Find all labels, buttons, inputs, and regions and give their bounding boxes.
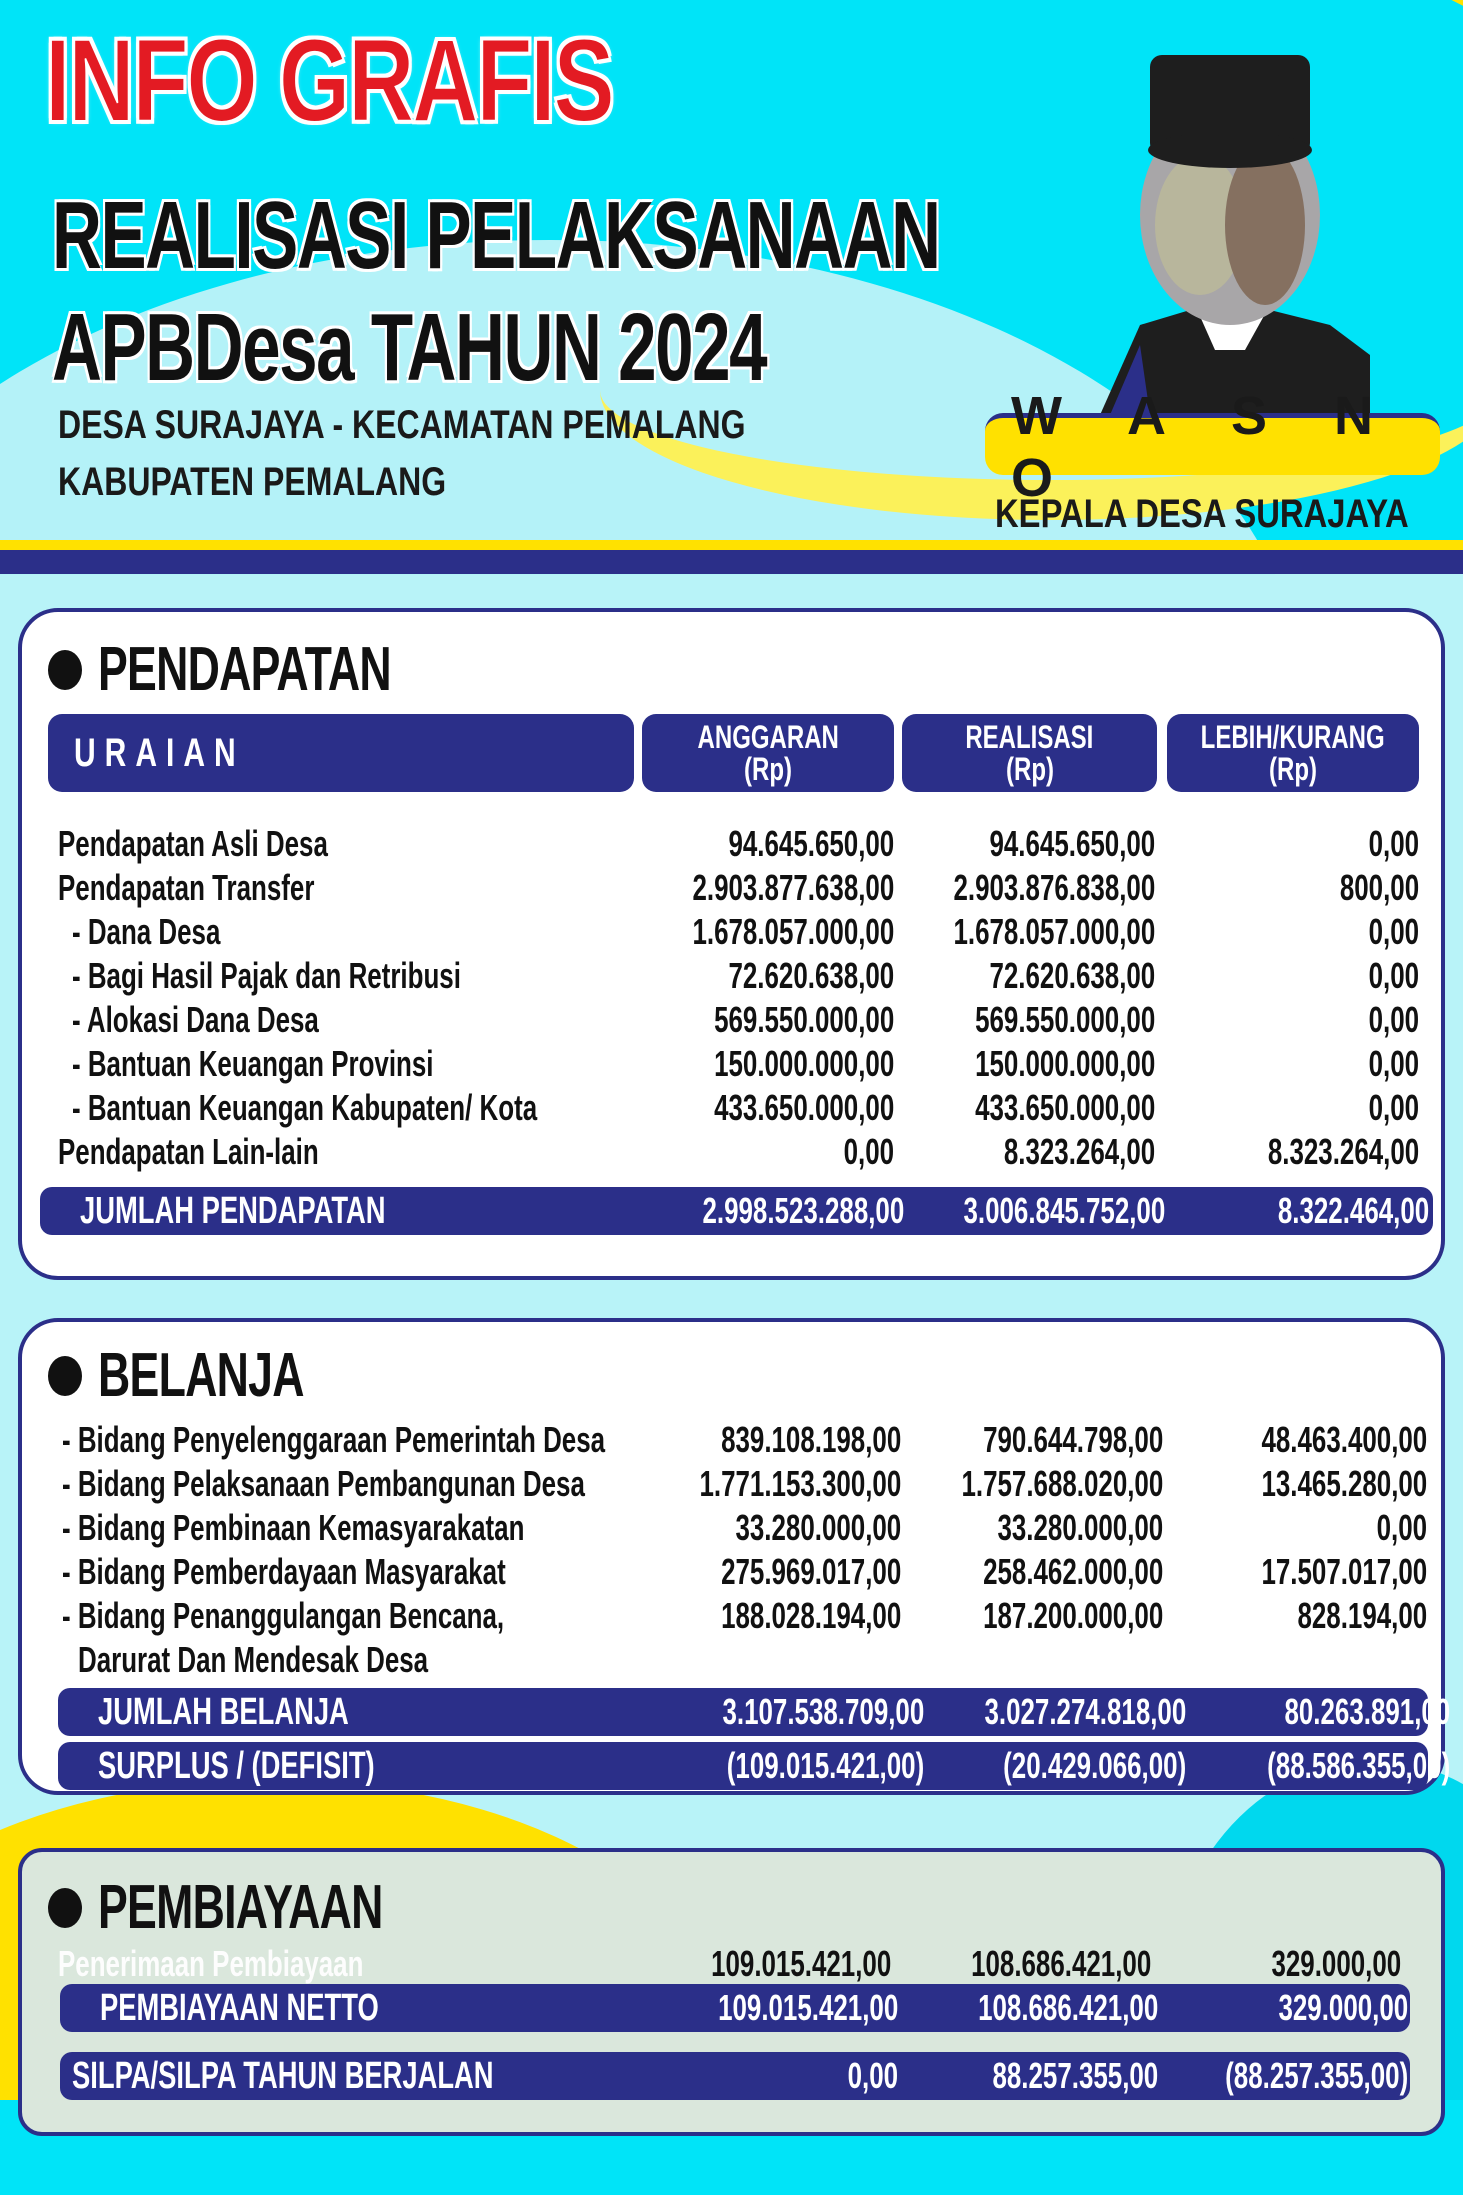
section-title: PEMBIAYAAN	[98, 1873, 383, 1942]
col-header-lebih-kurang: LEBIH/KURANG (Rp)	[1167, 714, 1419, 792]
belanja-card	[18, 1318, 1450, 1795]
pendapatan-card	[18, 608, 1445, 1280]
divider-yellow	[0, 540, 1463, 550]
table-row: - Bidang Pelaksanaan Pembangunan Desa 1.771.153.300,00 1.757.688.020,00 13.465.280,00	[62, 1463, 1427, 1504]
table-row: Pendapatan Asli Desa 94.645.650,00 94.645.650,00 0,00	[58, 823, 1419, 864]
bullet-icon	[48, 650, 82, 690]
section-heading	[48, 634, 505, 705]
page-title: INFO GRAFIS	[45, 15, 613, 147]
section-title: BELANJA	[98, 1341, 304, 1410]
table-row: - Bidang Pembinaan Kemasyarakatan 33.280.000,00 33.280.000,00 0,00	[62, 1507, 1427, 1548]
table-row-continuation: Darurat Dan Mendesak Desa	[78, 1639, 429, 1680]
table-row: - Bagi Hasil Pajak dan Retribusi 72.620.638,00 72.620.638,00 0,00	[72, 955, 1419, 996]
col-header-anggaran: ANGGARAN (Rp)	[642, 714, 894, 792]
table-row: - Bantuan Keuangan Provinsi 150.000.000,00 150.000.000,00 0,00	[72, 1043, 1419, 1084]
table-row: - Bidang Pemberdayaan Masyarakat 275.969.017,00 258.462.000,00 17.507.017,00	[62, 1551, 1427, 1592]
name-plate	[985, 385, 1440, 508]
pembiayaan-card	[18, 1848, 1445, 2136]
silpa-row: SILPA/SILPA TAHUN BERJALAN 0,00 88.257.355,00 (88.257.355,00)	[60, 2052, 1410, 2100]
col-header-realisasi: REALISASI (Rp)	[902, 714, 1157, 792]
divider-navy	[0, 550, 1463, 574]
table-row: - Bidang Penanggulangan Bencana, 188.028.194,00 187.200.000,00 828.194,00	[62, 1595, 1427, 1636]
person-role: KEPALA DESA SURAJAYA	[995, 492, 1409, 536]
location-line-1: DESA SURAJAYA - KECAMATAN PEMALANG	[58, 403, 746, 447]
bullet-icon	[48, 1356, 82, 1396]
table-row: - Bantuan Keuangan Kabupaten/ Kota 433.650.000,00 433.650.000,00 0,00	[72, 1087, 1419, 1128]
section-heading	[48, 1340, 384, 1411]
location-line-2: KABUPATEN PEMALANG	[58, 460, 447, 504]
total-row-belanja: JUMLAH BELANJA 3.107.538.709,00 3.027.274.818,00 80.263.891,00	[58, 1688, 1428, 1736]
section-heading	[48, 1872, 493, 1943]
page-subtitle-1: REALISASI PELAKSANAAN	[52, 182, 940, 289]
table-row: Penerimaan Pembiayaan 109.015.421,00 108.686.421,00 329.000,00	[58, 1943, 1401, 1984]
page-subtitle-2: APBDesa TAHUN 2024	[52, 294, 767, 401]
col-header-uraian: URAIAN	[48, 714, 634, 792]
surplus-defisit-row: SURPLUS / (DEFISIT) (109.015.421,00) (20.429.066,00) (88.586.355,00)	[58, 1742, 1428, 1790]
bullet-icon	[48, 1888, 82, 1928]
table-row: - Alokasi Dana Desa 569.550.000,00 569.550.000,00 0,00	[72, 999, 1419, 1040]
table-row: Pendapatan Lain-lain 0,00 8.323.264,00 8.323.264,00	[58, 1131, 1419, 1172]
table-row: - Bidang Penyelenggaraan Pemerintah Desa 839.108.198,00 790.644.798,00 48.463.400,00	[62, 1419, 1427, 1460]
village-head-portrait	[1030, 15, 1430, 415]
total-row-pendapatan: JUMLAH PENDAPATAN 2.998.523.288,00 3.006.845.752,00 8.322.464,00	[40, 1187, 1433, 1235]
table-row: Pendapatan Transfer 2.903.877.638,00 2.903.876.838,00 800,00	[58, 867, 1419, 908]
person-name: W A S N O	[1011, 385, 1399, 508]
table-row: - Dana Desa 1.678.057.000,00 1.678.057.000,00 0,00	[72, 911, 1419, 952]
section-title: PENDAPATAN	[98, 635, 391, 704]
pembiayaan-netto-row: PEMBIAYAAN NETTO 109.015.421,00 108.686.421,00 329.000,00	[60, 1984, 1410, 2032]
